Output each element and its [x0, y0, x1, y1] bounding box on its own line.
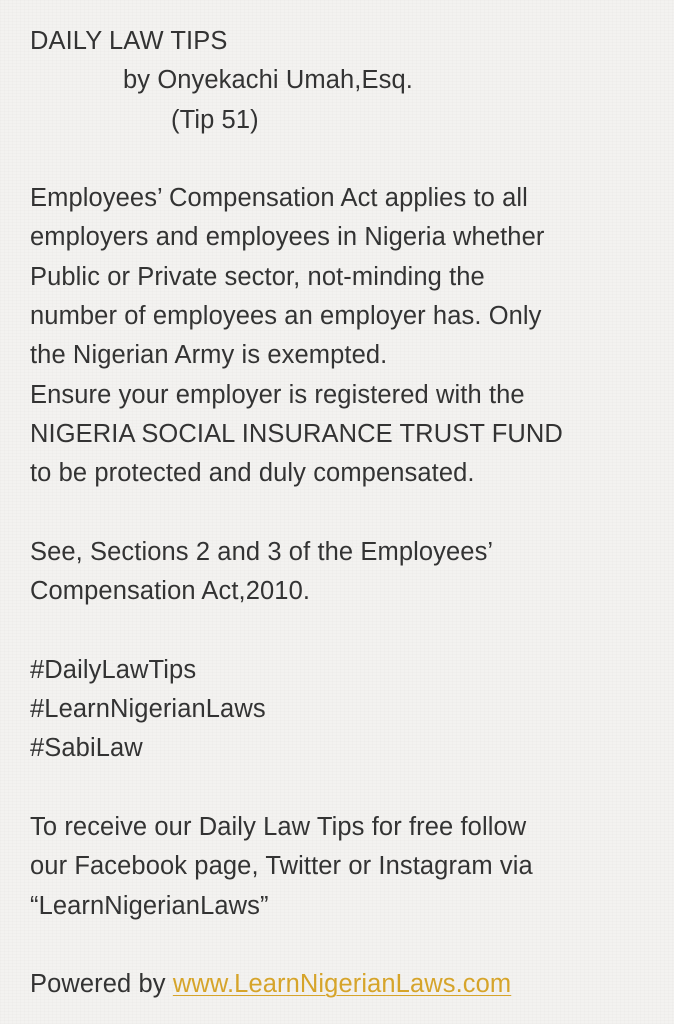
- hashtag-daily-law-tips: #DailyLawTips: [30, 655, 197, 684]
- website-link[interactable]: www.LearnNigerianLaws.com: [172, 970, 512, 999]
- spacer: [30, 140, 660, 179]
- paragraph-line: to be protected and duly compensated.: [30, 459, 475, 488]
- spacer: [30, 926, 660, 965]
- spacer: [30, 769, 660, 808]
- hashtag-learn-nigerian-laws: #LearnNigerianLaws: [30, 695, 266, 724]
- paragraph-line: employers and employees in Nigeria whether: [30, 223, 545, 252]
- follow-line: our Facebook page, Twitter or Instagram via: [30, 852, 533, 881]
- paragraph-line: the Nigerian Army is exempted.: [30, 341, 388, 370]
- paragraph-line: Employees’ Compensation Act applies to all: [30, 184, 528, 213]
- spacer: [30, 494, 660, 533]
- paragraph-line: Public or Private sector, not-minding the: [30, 262, 485, 291]
- note-title: DAILY LAW TIPS: [30, 27, 228, 55]
- hashtag-sabi-law: #SabiLaw: [30, 734, 143, 763]
- powered-by-line: [30, 965, 660, 1004]
- spacer: [30, 611, 660, 650]
- reference-line: Compensation Act,2010.: [30, 577, 311, 606]
- paragraph-line: NIGERIA SOCIAL INSURANCE TRUST FUND: [30, 419, 563, 448]
- follow-line: “LearnNigerianLaws”: [30, 891, 269, 920]
- follow-line: To receive our Daily Law Tips for free follow: [30, 812, 527, 841]
- author-byline: by Onyekachi Umah,Esq.: [123, 66, 413, 95]
- reference-line: See, Sections 2 and 3 of the Employees’: [30, 537, 494, 566]
- paragraph-line: number of employees an employer has. Only: [30, 302, 542, 331]
- paragraph-line: Ensure your employer is registered with the: [30, 380, 525, 409]
- note-body: [30, 22, 660, 1004]
- tip-number: (Tip 51): [171, 105, 259, 134]
- powered-by-label: Powered by: [30, 970, 173, 999]
